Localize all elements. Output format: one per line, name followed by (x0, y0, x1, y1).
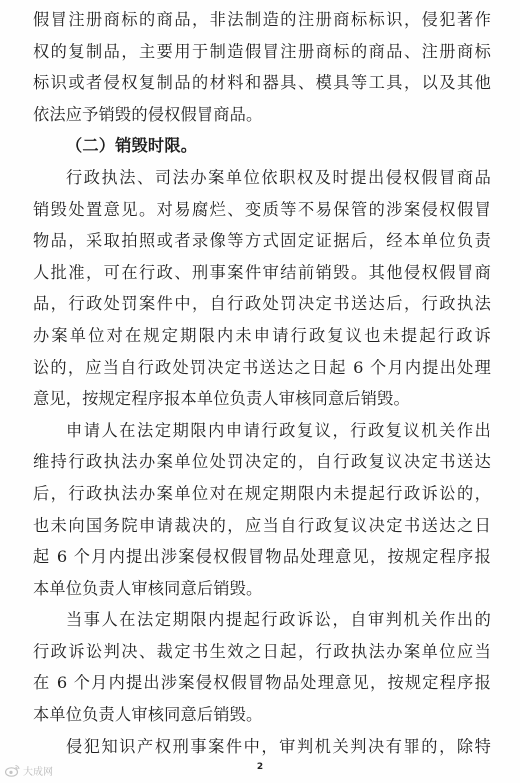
text-line: 意见，按规定程序报本单位负责人审核同意后销毁。 (33, 389, 410, 409)
text-line: 后，行政执法办案单位对在规定期限内未提起行政诉讼的， (33, 483, 491, 503)
page-number: 2 (256, 762, 264, 772)
text-line: 维持行政执法办案单位处罚决定的，自行政复议决定书送达 (33, 452, 491, 472)
text-line: 物品，采取拍照或者录像等方式固定证据后，经本单位负责 (33, 231, 491, 251)
text-line: 人批准，可在行政、刑事案件审结前销毁。其他侵权假冒商 (33, 262, 491, 282)
document-body (33, 4, 491, 762)
text-line: 在 6 个月内提出涉案侵权假冒物品处理意见，按规定程序报 (33, 673, 491, 693)
text-line: 本单位负责人审核同意后销毁。 (33, 705, 263, 725)
text-line: 销毁处置意见。对易腐烂、变质等不易保管的涉案侵权假冒 (33, 199, 491, 219)
text-line: 行政诉讼判决、裁定书生效之日起，行政执法办案单位应当 (33, 641, 491, 661)
text-line: 行政执法、司法办案单位依职权及时提出侵权假冒商品 (66, 167, 491, 187)
text-line: 当事人在法定期限内提起行政诉讼，自审判机关作出的 (66, 610, 491, 630)
text-line: 侵犯知识产权刑事案件中，审判机关判决有罪的，除特 (66, 736, 491, 756)
text-line: 也未向国务院申请裁决的，应当自行政复议决定书送达之日 (33, 515, 491, 535)
text-line: 讼的，应当自行政处罚决定书送达之日起 6 个月内提出处理 (33, 357, 491, 377)
text-line: 本单位负责人审核同意后销毁。 (33, 578, 263, 598)
section-heading: （二）销毁时限。 (66, 136, 198, 156)
text-line: 申请人在法定期限内申请行政复议，行政复议机关作出 (66, 420, 491, 440)
watermark-text: 大成网 (23, 766, 53, 778)
text-line: 品，行政处罚案件中，自行政处罚决定书送达后，行政执法 (33, 294, 491, 314)
text-line: 依法应予销毁的侵权假冒商品。 (33, 104, 263, 124)
text-line: 起 6 个月内提出涉案侵权假冒物品处理意见，按规定程序报 (33, 547, 491, 567)
text-line: 权的复制品，主要用于制造假冒注册商标的商品、注册商标 (33, 41, 491, 61)
text-line: 假冒注册商标的商品，非法制造的注册商标标识，侵犯著作 (33, 10, 491, 29)
text-line: 标识或者侵权复制品的材料和器具、模具等工具，以及其他 (33, 73, 491, 93)
text-line: 办案单位对在规定期限内未申请行政复议也未提起行政诉 (33, 325, 491, 345)
